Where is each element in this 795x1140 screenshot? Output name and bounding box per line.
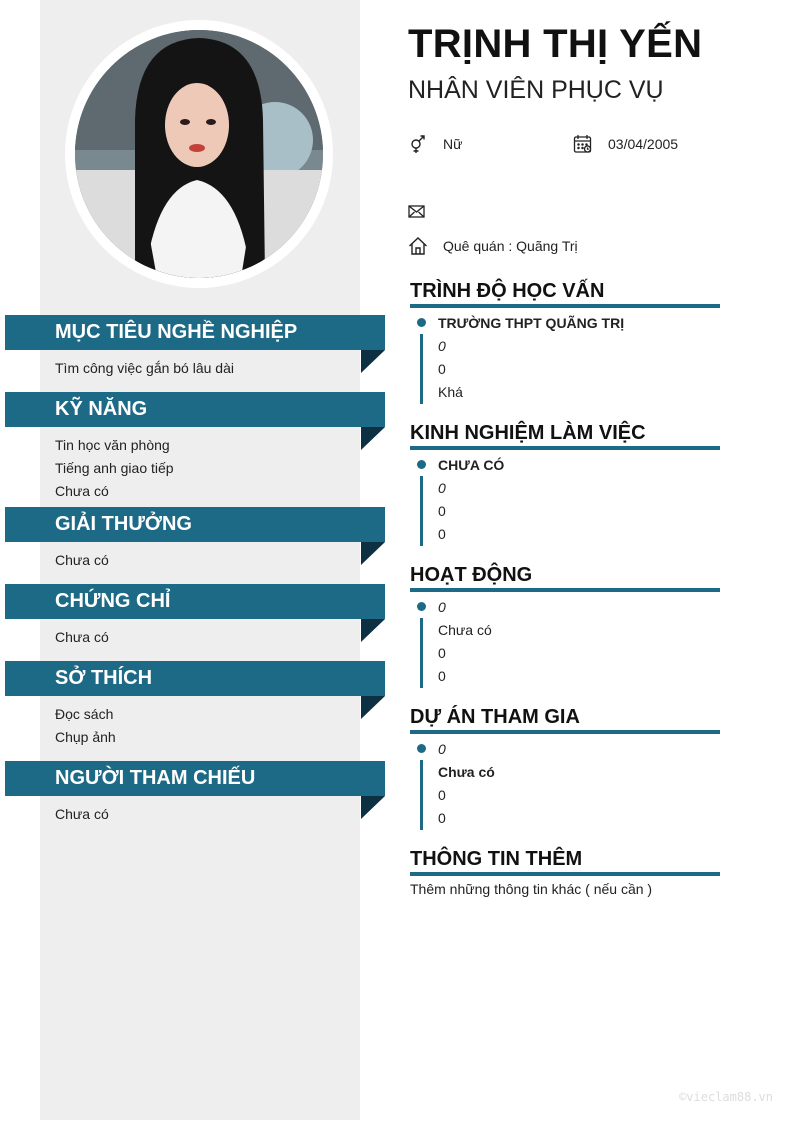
entry-period: 0 xyxy=(438,338,446,354)
certificates-title: CHỨNG CHỈ xyxy=(5,584,385,619)
education-title: TRÌNH ĐỘ HỌC VẤN xyxy=(410,279,720,308)
extra-info-section xyxy=(410,847,720,897)
timeline-line xyxy=(420,618,423,688)
entry-detail: 0 xyxy=(438,668,446,684)
objective-list xyxy=(5,350,385,380)
experience-section xyxy=(410,421,720,546)
list-item: Tiếng anh giao tiếp xyxy=(55,460,174,476)
hobbies-title: SỞ THÍCH xyxy=(5,661,385,696)
timeline-line xyxy=(420,334,423,404)
list-item: Chưa có xyxy=(55,483,109,499)
projects-section xyxy=(410,705,720,830)
awards-title: GIẢI THƯỞNG xyxy=(5,507,385,542)
experience-entry xyxy=(410,454,720,546)
gender-value: Nữ xyxy=(443,136,463,152)
objective-title: MỤC TIÊU NGHỀ NGHIỆP xyxy=(5,315,385,350)
activities-entry xyxy=(410,596,720,688)
timeline-dot xyxy=(417,460,426,469)
entry-detail: Chưa có xyxy=(438,622,492,638)
hobbies-list xyxy=(5,696,385,749)
entry-detail: Khá xyxy=(438,384,463,400)
ribbon-fold xyxy=(361,542,385,565)
gender-icon xyxy=(408,134,428,154)
watermark: ©vieclam88.vn xyxy=(679,1090,773,1104)
skills-list xyxy=(5,427,385,503)
list-item: Chưa có xyxy=(55,629,109,645)
awards-list xyxy=(5,542,385,572)
candidate-name: TRỊNH THỊ YẾN xyxy=(408,22,703,66)
extra-info-title: THÔNG TIN THÊM xyxy=(410,847,720,876)
school-name: TRƯỜNG THPT QUÃNG TRỊ xyxy=(438,315,625,331)
hometown-value: Quê quán : Quãng Trị xyxy=(443,238,578,254)
job-title: NHÂN VIÊN PHỤC VỤ xyxy=(408,76,664,104)
ribbon-fold xyxy=(361,696,385,719)
entry-detail: 0 xyxy=(438,361,446,377)
list-item: Chụp ảnh xyxy=(55,729,116,745)
references-list xyxy=(5,796,385,826)
avatar xyxy=(65,20,333,288)
entry-detail: 0 xyxy=(438,526,446,542)
hometown-row xyxy=(408,236,578,256)
hobbies-section xyxy=(5,661,385,749)
list-item: Đọc sách xyxy=(55,706,114,722)
experience-title: KINH NGHIỆM LÀM VIỆC xyxy=(410,421,720,450)
timeline-line xyxy=(420,760,423,830)
skills-title: KỸ NĂNG xyxy=(5,392,385,427)
entry-detail: 0 xyxy=(438,503,446,519)
entry-period: 0 xyxy=(438,741,446,757)
timeline-dot xyxy=(417,744,426,753)
skills-section xyxy=(5,392,385,503)
email-row xyxy=(408,202,443,222)
project-name: Chưa có xyxy=(438,764,495,780)
objective-section xyxy=(5,315,385,380)
entry-period: 0 xyxy=(438,480,446,496)
education-entry xyxy=(410,312,720,404)
projects-title: DỰ ÁN THAM GIA xyxy=(410,705,720,734)
birthdate-row xyxy=(573,134,678,154)
ribbon-fold xyxy=(361,619,385,642)
entry-detail: 0 xyxy=(438,787,446,803)
gender-row xyxy=(408,134,462,154)
list-item: Chưa có xyxy=(55,806,109,822)
extra-info-text: Thêm những thông tin khác ( nếu cần ) xyxy=(410,881,653,897)
entry-detail: 0 xyxy=(438,810,446,826)
entry-detail: 0 xyxy=(438,645,446,661)
ribbon-fold xyxy=(361,427,385,450)
timeline-line xyxy=(420,476,423,546)
ribbon-fold xyxy=(361,796,385,819)
certificates-list xyxy=(5,619,385,649)
activities-title: HOẠT ĐỘNG xyxy=(410,563,720,592)
certificates-section xyxy=(5,584,385,649)
calendar-icon xyxy=(573,134,593,154)
education-section xyxy=(410,279,720,404)
list-item: Tìm công việc gắn bó lâu dài xyxy=(55,360,234,376)
email-icon xyxy=(408,202,428,222)
home-icon xyxy=(408,236,428,256)
activities-section xyxy=(410,563,720,688)
list-item: Chưa có xyxy=(55,552,109,568)
references-title: NGƯỜI THAM CHIẾU xyxy=(5,761,385,796)
birthdate-value: 03/04/2005 xyxy=(608,136,679,152)
list-item: Tin học văn phòng xyxy=(55,437,170,453)
ribbon-fold xyxy=(361,350,385,373)
awards-section xyxy=(5,507,385,572)
company-name: CHƯA CÓ xyxy=(438,457,505,473)
entry-period: 0 xyxy=(438,599,446,615)
timeline-dot xyxy=(417,318,426,327)
references-section xyxy=(5,761,385,826)
profile-photo xyxy=(75,30,323,278)
projects-entry xyxy=(410,738,720,830)
timeline-dot xyxy=(417,602,426,611)
